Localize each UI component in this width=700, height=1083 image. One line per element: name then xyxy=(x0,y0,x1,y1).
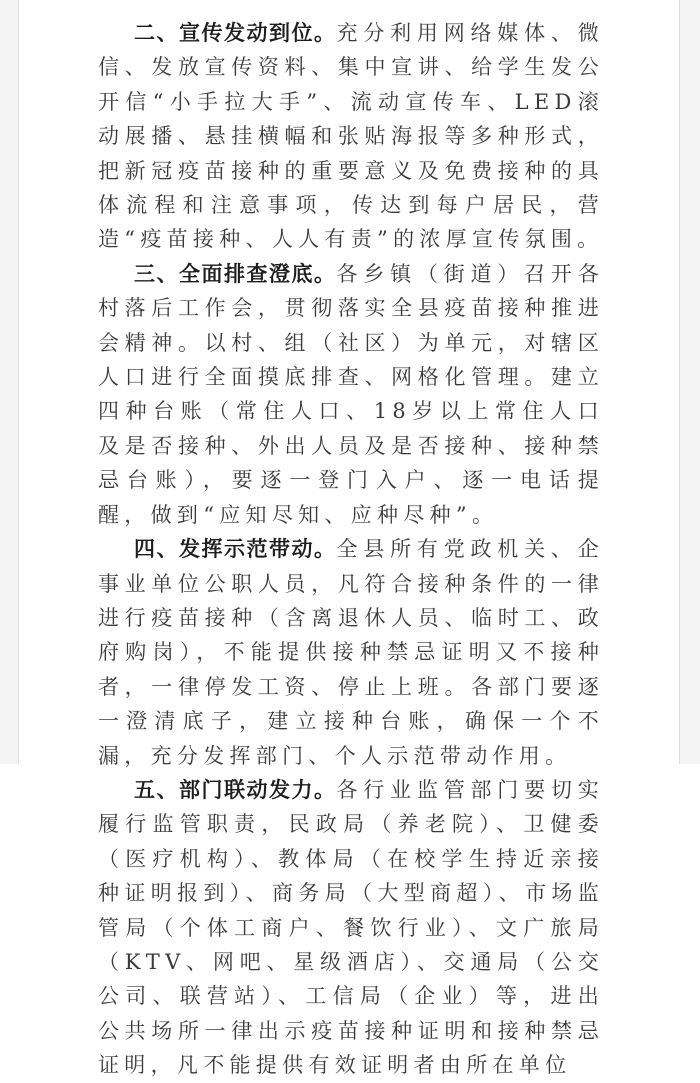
paragraph-text: 各行业监管部门要切实履行监管职责，民政局（养老院）、卫健委（医疗机构）、教体局（在校学生持近亲接种证明报到）、商务局（大型商超）、市场监管局（个体工商户、餐饮行业）、文广旅局（KTV、网吧、星级酒店）、交通局（公交公司、联营站）、工信局（企业）等，进出公共场所一律出示疫苗接种证明和接种禁忌证明，凡不能提供有效证明者由所在单位 xyxy=(98,777,604,1078)
paragraph-investigation xyxy=(98,257,604,532)
paragraph-heading: 四、发挥示范带动。 xyxy=(134,537,337,562)
paragraph-demonstration xyxy=(98,532,604,773)
paragraph-heading: 二、宣传发动到位。 xyxy=(134,21,337,45)
paragraph-text: 充分利用网络媒体、微信、发放宣传资料、集中宣讲、给学生发公开信“小手拉大手”、流动宣传车、LED滚动展播、悬挂横幅和张贴海报等多种形式，把新冠疫苗接种的重要意义及免费接种的具体流程和注意事项，传达到每户居民，营造“疫苗接种、人人有责”的浓厚宣传氛围。 xyxy=(98,21,604,252)
paragraph-publicity xyxy=(98,16,604,257)
document-page xyxy=(18,0,680,1078)
paragraph-heading: 三、全面排查澄底。 xyxy=(134,261,337,286)
paragraph-department-linkage xyxy=(98,773,604,1083)
paragraph-text: 全县所有党政机关、企事业单位公职人员，凡符合接种条件的一律进行疫苗接种（含离退休人员、临时工、政府购岗），不能提供接种禁忌证明又不接种者，一律停发工资、停止上班。各部门要逐一澄清底子，建立接种台账，确保一个不漏，充分发挥部门、个人示范带动作用。 xyxy=(98,537,604,768)
paragraph-text: 各乡镇（街道）召开各村落后工作会，贯彻落实全县疫苗接种推进会精神。以村、组（社区）为单元，对辖区人口进行全面摸底排查、网格化管理。建立四种台账（常住人口、18岁以上常住人口及是否接种、外出人员及是否接种、接种禁忌台账），要逐一登门入户、逐一电话提醒，做到“应知尽知、应种尽种”。 xyxy=(98,261,604,527)
document-body xyxy=(98,16,604,1083)
paragraph-heading: 五、部门联动发力。 xyxy=(134,777,337,802)
